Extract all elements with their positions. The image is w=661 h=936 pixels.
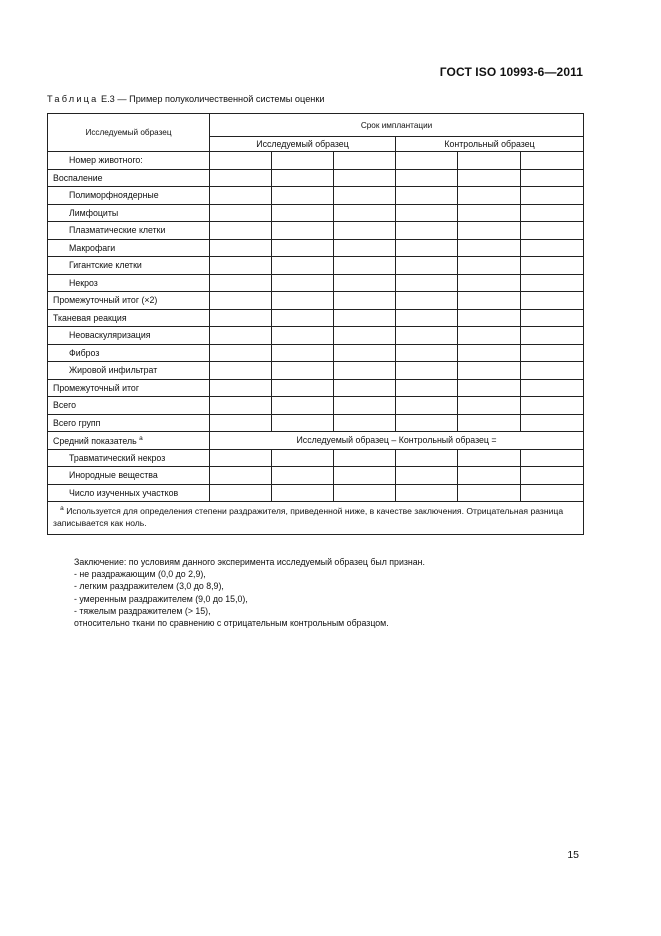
value-cell	[210, 257, 272, 275]
row-label: Фиброз	[48, 344, 210, 362]
evaluation-table	[47, 113, 584, 535]
value-cell	[396, 274, 458, 292]
value-cell	[458, 344, 521, 362]
caption-title: Пример полуколичественной системы оценки	[129, 94, 325, 104]
value-cell	[396, 309, 458, 327]
row-label: Макрофаги	[48, 239, 210, 257]
row-label: Некроз	[48, 274, 210, 292]
row-label: Число изученных участков	[48, 484, 210, 502]
value-cell	[272, 187, 334, 205]
value-cell	[210, 169, 272, 187]
value-cell	[396, 187, 458, 205]
footnote-ref: a	[139, 434, 143, 442]
value-cell	[210, 344, 272, 362]
value-cell	[396, 327, 458, 345]
value-cell	[396, 257, 458, 275]
value-cell	[272, 484, 334, 502]
value-cell	[396, 292, 458, 310]
value-cell	[396, 362, 458, 380]
value-cell	[210, 327, 272, 345]
value-cell	[458, 204, 521, 222]
value-cell	[210, 292, 272, 310]
table-row	[48, 484, 584, 502]
value-cell	[272, 257, 334, 275]
value-cell	[210, 379, 272, 397]
table-caption	[47, 94, 325, 104]
value-cell	[210, 152, 272, 170]
footnote-mark: a	[60, 505, 64, 512]
row-label: Полиморфноядерные	[48, 187, 210, 205]
value-cell	[521, 467, 584, 485]
table-row	[48, 414, 584, 432]
conclusion-line: - умеренным раздражителем (9,0 до 15,0),	[74, 593, 248, 604]
table-row	[48, 344, 584, 362]
value-cell	[334, 379, 396, 397]
value-cell	[521, 327, 584, 345]
value-cell	[334, 274, 396, 292]
row-label: Неоваскуляризация	[48, 327, 210, 345]
table-row	[48, 362, 584, 380]
conclusion-line: Заключение: по условиям данного эксперимента исследуемый образец был признан.	[74, 557, 425, 567]
value-cell	[521, 379, 584, 397]
group-header-test: Исследуемый образец	[210, 137, 396, 152]
row-label: Всего групп	[48, 414, 210, 432]
row-label: Инородные вещества	[48, 467, 210, 485]
average-row	[48, 432, 584, 450]
value-cell	[272, 414, 334, 432]
value-cell	[521, 449, 584, 467]
value-cell	[458, 292, 521, 310]
value-cell	[521, 239, 584, 257]
value-cell	[272, 292, 334, 310]
value-cell	[458, 362, 521, 380]
table-row	[48, 204, 584, 222]
average-label-cell	[48, 432, 210, 450]
value-cell	[396, 449, 458, 467]
value-cell	[521, 274, 584, 292]
column-header-sample: Исследуемый образец	[48, 114, 210, 152]
row-label: Номер животного:	[48, 152, 210, 170]
value-cell	[521, 309, 584, 327]
value-cell	[521, 344, 584, 362]
value-cell	[210, 309, 272, 327]
value-cell	[396, 414, 458, 432]
page-number: 15	[567, 849, 579, 861]
value-cell	[334, 344, 396, 362]
footnote-text: Используется для определения степени раздражителя, приведенной ниже, в качестве заключения. Отрицательная разница записывается как ноль.	[53, 505, 564, 529]
value-cell	[272, 204, 334, 222]
table-row	[48, 187, 584, 205]
footnote-row	[48, 502, 584, 535]
value-cell	[396, 152, 458, 170]
value-cell	[521, 152, 584, 170]
value-cell	[396, 467, 458, 485]
value-cell	[334, 467, 396, 485]
table-row	[48, 274, 584, 292]
row-label: Промежуточный итог (×2)	[48, 292, 210, 310]
value-cell	[396, 239, 458, 257]
value-cell	[334, 239, 396, 257]
row-label: Всего	[48, 397, 210, 415]
value-cell	[396, 204, 458, 222]
value-cell	[458, 484, 521, 502]
value-cell	[334, 204, 396, 222]
value-cell	[521, 362, 584, 380]
value-cell	[458, 467, 521, 485]
table-row	[48, 292, 584, 310]
value-cell	[521, 222, 584, 240]
table-row	[48, 257, 584, 275]
value-cell	[272, 309, 334, 327]
value-cell	[334, 152, 396, 170]
value-cell	[334, 309, 396, 327]
value-cell	[521, 187, 584, 205]
value-cell	[458, 222, 521, 240]
conclusion-line: - легким раздражителем (3,0 до 8,9),	[74, 581, 224, 592]
conclusion-line: - тяжелым раздражителем (> 15),	[74, 605, 211, 616]
table-row	[48, 222, 584, 240]
value-cell	[210, 467, 272, 485]
value-cell	[210, 204, 272, 222]
value-cell	[334, 449, 396, 467]
column-header-period: Срок имплантации	[210, 114, 584, 137]
value-cell	[458, 379, 521, 397]
value-cell	[396, 397, 458, 415]
row-label: Промежуточный итог	[48, 379, 210, 397]
average-label: Средний показатель	[53, 435, 137, 446]
value-cell	[272, 397, 334, 415]
value-cell	[458, 449, 521, 467]
caption-number: Е.3 —	[101, 94, 127, 104]
value-cell	[210, 274, 272, 292]
table-row	[48, 239, 584, 257]
value-cell	[334, 257, 396, 275]
value-cell	[521, 204, 584, 222]
value-cell	[334, 169, 396, 187]
value-cell	[521, 484, 584, 502]
table-header-row	[48, 114, 584, 137]
value-cell	[210, 239, 272, 257]
value-cell	[272, 239, 334, 257]
value-cell	[458, 274, 521, 292]
table-row	[48, 467, 584, 485]
value-cell	[458, 257, 521, 275]
value-cell	[458, 414, 521, 432]
value-cell	[272, 169, 334, 187]
value-cell	[334, 484, 396, 502]
value-cell	[521, 292, 584, 310]
value-cell	[458, 152, 521, 170]
table-row	[48, 169, 584, 187]
value-cell	[334, 222, 396, 240]
value-cell	[521, 397, 584, 415]
conclusion-block	[74, 556, 425, 629]
value-cell	[458, 239, 521, 257]
value-cell	[272, 274, 334, 292]
value-cell	[272, 222, 334, 240]
value-cell	[210, 414, 272, 432]
table-footnote	[48, 502, 584, 535]
value-cell	[334, 414, 396, 432]
value-cell	[458, 309, 521, 327]
value-cell	[521, 414, 584, 432]
table-row	[48, 379, 584, 397]
row-label: Воспаление	[48, 169, 210, 187]
value-cell	[396, 222, 458, 240]
value-cell	[272, 362, 334, 380]
value-cell	[396, 379, 458, 397]
table-row	[48, 397, 584, 415]
row-label: Жировой инфильтрат	[48, 362, 210, 380]
value-cell	[210, 187, 272, 205]
row-label: Гигантские клетки	[48, 257, 210, 275]
value-cell	[458, 169, 521, 187]
value-cell	[210, 397, 272, 415]
conclusion-line: - не раздражающим (0,0 до 2,9),	[74, 569, 206, 580]
table-row	[48, 449, 584, 467]
value-cell	[210, 222, 272, 240]
value-cell	[210, 484, 272, 502]
value-cell	[272, 152, 334, 170]
table-row	[48, 309, 584, 327]
value-cell	[396, 344, 458, 362]
group-header-control: Контрольный образец	[396, 137, 584, 152]
average-formula: Исследуемый образец – Контрольный образец =	[210, 432, 584, 450]
value-cell	[458, 187, 521, 205]
value-cell	[521, 169, 584, 187]
value-cell	[272, 344, 334, 362]
value-cell	[334, 187, 396, 205]
value-cell	[458, 397, 521, 415]
caption-label: Таблица	[47, 94, 99, 104]
value-cell	[210, 449, 272, 467]
conclusion-line: относительно ткани по сравнению с отрицательным контрольным образцом.	[74, 618, 389, 629]
value-cell	[334, 327, 396, 345]
document-standard-header: ГОСТ ISO 10993-6—2011	[439, 65, 583, 79]
value-cell	[210, 362, 272, 380]
row-label: Тканевая реакция	[48, 309, 210, 327]
value-cell	[272, 467, 334, 485]
value-cell	[272, 449, 334, 467]
row-label: Травматический некроз	[48, 449, 210, 467]
value-cell	[334, 397, 396, 415]
value-cell	[458, 327, 521, 345]
value-cell	[396, 484, 458, 502]
value-cell	[334, 362, 396, 380]
table-row	[48, 152, 584, 170]
value-cell	[396, 169, 458, 187]
row-label: Лимфоциты	[48, 204, 210, 222]
value-cell	[272, 327, 334, 345]
table-row	[48, 327, 584, 345]
value-cell	[272, 379, 334, 397]
value-cell	[521, 257, 584, 275]
row-label: Плазматические клетки	[48, 222, 210, 240]
value-cell	[334, 292, 396, 310]
